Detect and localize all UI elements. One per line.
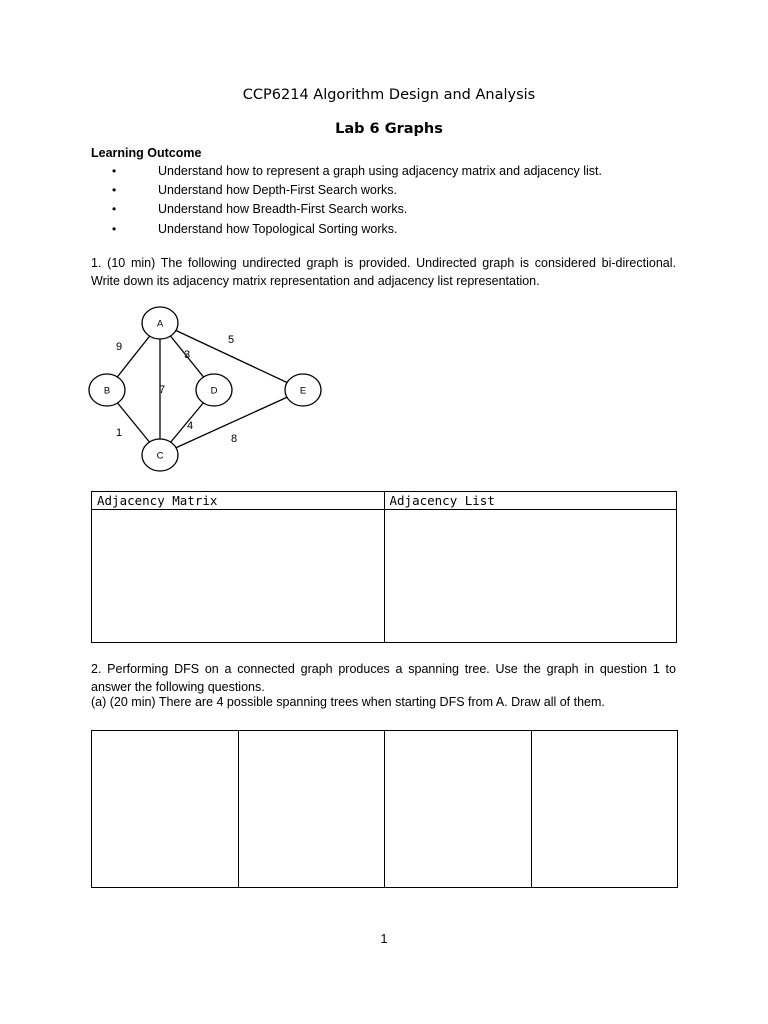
edge-weight-label: 5 (227, 334, 235, 346)
graph-node-label: D (210, 385, 218, 397)
graph-node-d (196, 374, 232, 406)
learning-outcome-heading: Learning Outcome (91, 146, 202, 160)
graph-node-label: B (103, 385, 111, 397)
spanning-tree-box-1 (92, 731, 239, 888)
bullet-icon: • (112, 164, 117, 178)
bullet-icon: • (112, 202, 117, 217)
edge-weight-label: 1 (115, 427, 123, 439)
learning-outcome-text: Understand how Breadth-First Search works. (158, 202, 408, 217)
graph-edge-e-c (160, 390, 303, 455)
graph-node-b (89, 374, 125, 406)
graph-node-c (142, 439, 178, 471)
learning-outcome-text: Understand how Depth-First Search works. (158, 183, 397, 198)
bullet-icon: • (112, 221, 117, 236)
edge-weight-label: 9 (115, 341, 123, 353)
question-2a-text: (a) (20 min) There are 4 possible spanning trees when starting DFS from A. Draw all of them. (91, 695, 605, 709)
adjacency-list-header: Adjacency List (384, 492, 677, 510)
spanning-tree-box-3 (385, 731, 532, 888)
spanning-tree-box-4 (531, 731, 678, 888)
question-2-text: 2. Performing DFS on a connected graph produces a spanning tree. Use the graph in question 1 to answer the following questions. (91, 662, 676, 694)
adjacency-list-answer-cell (384, 510, 677, 643)
learning-outcome-text: Understand how to represent a graph using adjacency matrix and adjacency list. (158, 164, 603, 178)
graph-node-label: C (156, 450, 164, 462)
course-title: CCP6214 Algorithm Design and Analysis (242, 87, 536, 103)
graph-node-label: E (299, 385, 307, 397)
graph-diagram (80, 300, 330, 475)
edge-weight-label: 3 (183, 349, 191, 361)
adjacency-matrix-header: Adjacency Matrix (92, 492, 385, 510)
edge-weight-label: 8 (230, 433, 238, 445)
learning-outcome-text: Understand how Topological Sorting works. (158, 221, 398, 236)
lab-title: Lab 6 Graphs (335, 121, 443, 137)
spanning-tree-answer-boxes (91, 730, 678, 888)
graph-node-e (285, 374, 321, 406)
edge-weight-label: 4 (186, 420, 194, 432)
graph-node-a (142, 307, 178, 339)
adjacency-matrix-answer-cell (92, 510, 385, 643)
bullet-icon: • (112, 183, 117, 198)
edge-weight-label: 7 (158, 384, 166, 396)
spanning-tree-box-2 (238, 731, 385, 888)
adjacency-answer-table (91, 491, 677, 643)
graph-node-label: A (156, 318, 164, 330)
question-1-text: 1. (10 min) The following undirected graph is provided. Undirected graph is considered bi-directional. Write down its adjacency matrix representation and adjacency list representation. (91, 256, 676, 288)
page-number: 1 (380, 932, 388, 946)
